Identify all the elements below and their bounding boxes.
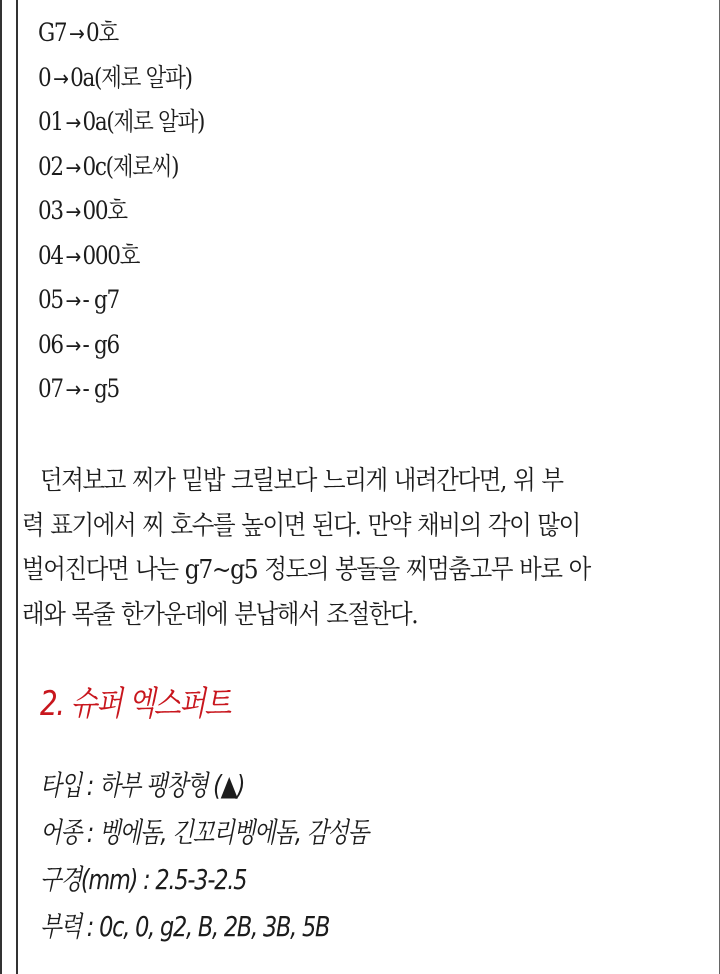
mapping-to: - g7 <box>82 285 119 314</box>
section-heading: 2. 슈퍼 엑스퍼트 <box>40 684 230 724</box>
arrow-icon: → <box>65 244 80 270</box>
arrow-icon: → <box>65 111 80 136</box>
mapping-row <box>38 192 204 237</box>
mapping-to: 0a(제로 알파) <box>82 107 205 136</box>
arrow-icon: → <box>65 200 80 225</box>
paragraph-line: 력 표기에서 찌 호수를 높이면 된다. 만약 채비의 각이 많이 <box>22 510 580 541</box>
mapping-row <box>38 59 204 104</box>
paragraph-line: 래와 목줄 한가운데에 분납해서 조절한다. <box>22 599 418 630</box>
mapping-from: 04 <box>38 240 63 270</box>
arrow-icon: → <box>68 22 84 47</box>
mapping-from: 06 <box>38 329 63 359</box>
spec-fish-species: 어종 : 벵에돔, 긴꼬리벵에돔, 감성돔 <box>40 816 369 849</box>
mapping-from: 07 <box>38 374 63 403</box>
mapping-to: 0호 <box>86 18 118 47</box>
mapping-row <box>38 148 204 193</box>
mapping-to: 000호 <box>82 240 140 270</box>
float-size-mapping-list <box>38 14 231 415</box>
mapping-from: 02 <box>38 151 63 181</box>
arrow-icon: → <box>65 155 80 181</box>
mapping-from: G7 <box>38 18 67 47</box>
mapping-to: 0c(제로씨) <box>82 151 179 181</box>
arrow-icon: → <box>65 378 80 403</box>
body-paragraph <box>22 459 720 637</box>
paragraph-line: 벌어진다면 나는 g7~g5 정도의 봉돌을 찌멈춤고무 바로 아 <box>22 555 590 585</box>
paragraph-line: 던져보고 찌가 밑밥 크릴보다 느리게 내려간다면, 위 부 <box>40 466 563 496</box>
mapping-from: 03 <box>38 196 63 225</box>
left-margin-rule <box>16 0 18 974</box>
mapping-from: 05 <box>38 285 63 314</box>
mapping-to: 0a(제로 알파) <box>70 62 192 92</box>
product-spec-list <box>40 766 450 954</box>
arrow-icon: → <box>65 333 80 359</box>
arrow-icon: → <box>52 66 68 92</box>
mapping-to: - g5 <box>82 374 119 403</box>
arrow-icon: → <box>65 289 80 314</box>
mapping-row <box>38 281 204 326</box>
mapping-row <box>38 326 204 371</box>
spec-buoyancy: 부력 : 0c, 0, g2, B, 2B, 3B, 5B <box>40 910 330 943</box>
spec-type: 타입 : 하부 팽창형 (▲) <box>40 769 245 802</box>
mapping-from: 01 <box>38 107 63 136</box>
mapping-from: 0 <box>38 62 51 92</box>
mapping-to: - g6 <box>82 329 119 359</box>
mapping-row <box>38 370 204 415</box>
mapping-row <box>38 237 204 282</box>
mapping-to: 00호 <box>82 196 127 225</box>
spec-diameter: 구경(mm) : 2.5-3-2.5 <box>40 863 247 896</box>
mapping-row <box>38 14 204 59</box>
mapping-row <box>38 103 204 148</box>
